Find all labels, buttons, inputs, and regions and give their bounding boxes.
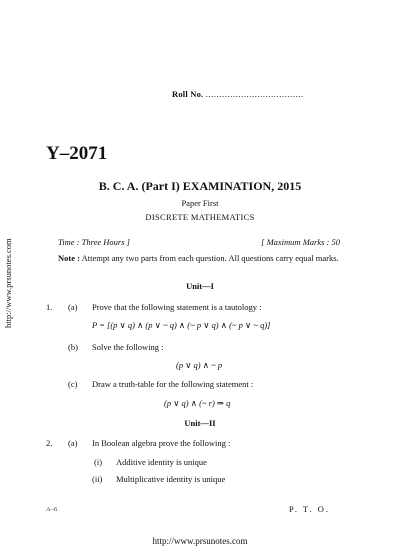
q2a-label: (a) xyxy=(68,438,78,448)
q1c-text: Draw a truth-table for the following statement : xyxy=(92,379,254,389)
paper-number: Paper First xyxy=(181,198,219,208)
q1c-label: (c) xyxy=(68,379,78,389)
q2a-text: In Boolean algebra prove the following : xyxy=(92,438,231,448)
q1a-label: (a) xyxy=(68,302,78,312)
q2a-i-text: Additive identity is unique xyxy=(116,457,207,467)
exam-title: B. C. A. (Part I) EXAMINATION, 2015 xyxy=(98,179,302,193)
roll-number-line xyxy=(172,89,304,99)
page-reference: A–6 xyxy=(46,506,58,513)
maximum-marks: [ Maximum Marks : 50 xyxy=(261,237,340,247)
q2a-i-label: (i) xyxy=(94,457,103,467)
q1a-text: Prove that the following statement is a tautology : xyxy=(92,302,262,312)
unit-2-heading: Unit—II xyxy=(184,418,216,428)
question-1-number: 1. xyxy=(46,302,53,312)
time-allowed: Time : Three Hours ] xyxy=(58,237,130,247)
q2a-ii-text: Multiplicative identity is unique xyxy=(116,474,226,484)
side-url-watermark: http://www.prsunotes.com xyxy=(3,238,13,328)
instructions-note xyxy=(58,252,348,265)
q1b-formula: (p ∨ q) ∧ ~ p xyxy=(176,360,223,370)
q1c-formula: (p ∨ q) ∧ (~ r) ⇒ q xyxy=(164,398,231,408)
unit-1-heading: Unit—I xyxy=(186,281,214,291)
q1b-label: (b) xyxy=(68,342,78,352)
subject-title: DISCRETE MATHEMATICS xyxy=(145,212,255,222)
footer-url: http://www.prsunotes.com xyxy=(152,536,248,546)
please-turn-over: P. T. O. xyxy=(289,504,330,514)
q1a-formula: P = [(p ∨ q) ∧ (p ∨ ~ q) ∧ (~ p ∨ q) ∧ (~ p ∨ ~ q)] xyxy=(92,320,271,330)
paper-code: Y–2071 xyxy=(46,143,108,164)
note-text: Attempt any two parts from each question. All questions carry equal marks. xyxy=(81,253,339,263)
q1b-text: Solve the following : xyxy=(92,342,164,352)
note-label: Note : xyxy=(58,253,80,263)
roll-dots: .................................... xyxy=(205,89,304,99)
roll-label: Roll No. xyxy=(172,89,204,99)
question-2-number: 2. xyxy=(46,438,53,448)
q2a-ii-label: (ii) xyxy=(92,474,103,484)
